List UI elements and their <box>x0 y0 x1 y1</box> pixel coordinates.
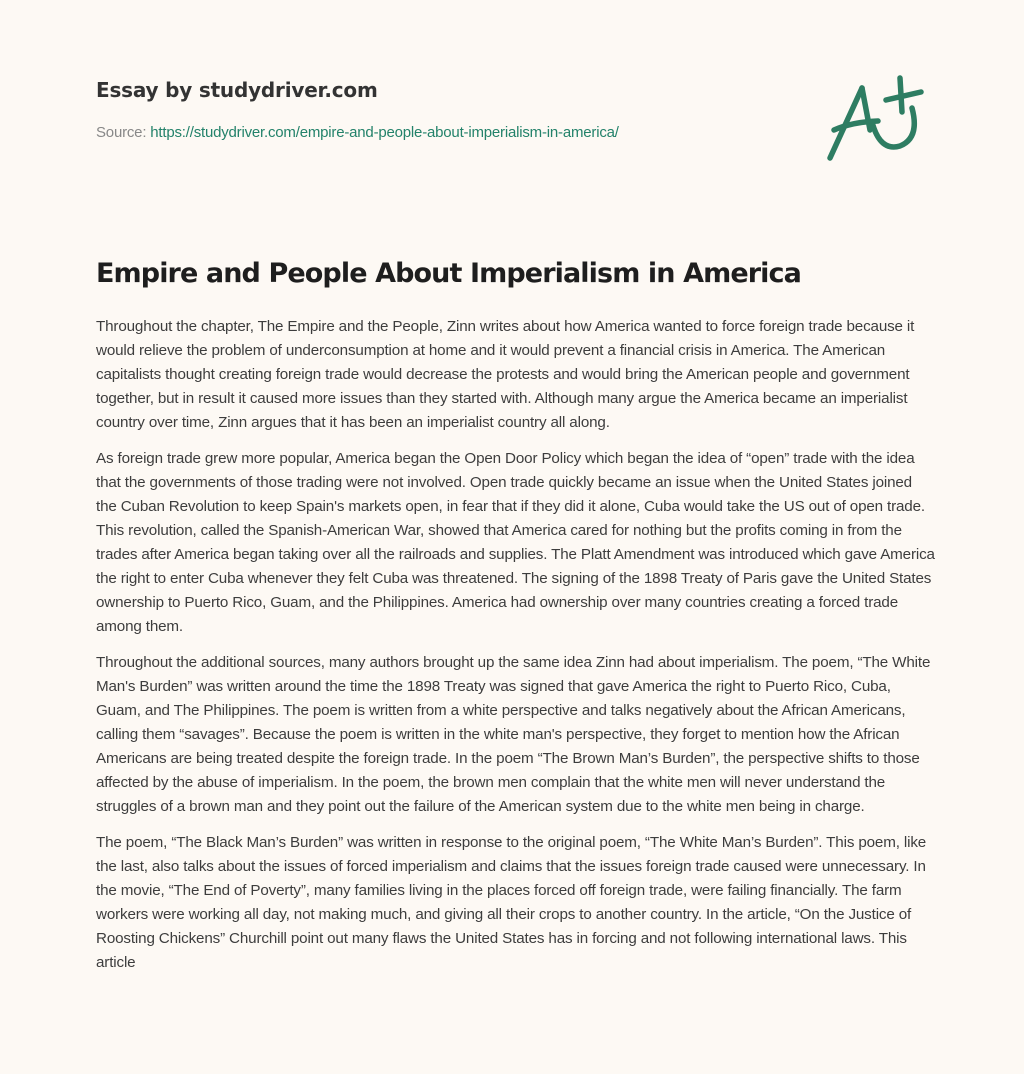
source-label: Source: <box>96 124 147 141</box>
essay-body <box>96 315 936 987</box>
document-title: Empire and People About Imperialism in America <box>96 258 801 289</box>
essay-header <box>96 72 796 144</box>
brand-title: Essay by studydriver.com <box>96 78 378 102</box>
source-link[interactable]: https://studydriver.com/empire-and-people-about-imperialism-in-america/ <box>150 124 619 141</box>
a-plus-grade-icon <box>822 70 932 165</box>
paragraph: Throughout the chapter, The Empire and the People, Zinn writes about how America wanted to force foreign trade because it would relieve the problem of underconsumption at home and it would prevent a financial crisis in America. The American capitalists thought creating foreign trade would decrease the protests and would bring the American people and government together, but in result it caused more issues than they started with. Although many argue the America became an imperialist country over time, Zinn argues that it has been an imperialist country all along. <box>96 318 915 431</box>
paragraph: As foreign trade grew more popular, America began the Open Door Policy which began the idea of “open” trade with the idea that the governments of those trading were not involved. Open trade quickly became an issue when the United States joined the Cuban Revolution to keep Spain's markets open, in fear that if they did it alone, Cuba would take the US out of open trade. This revolution, called the Spanish-American War, showed that America cared for nothing but the profits coming in from the trades after America began taking over all the railroads and supplies. The Platt Amendment was introduced which gave America the right to enter Cuba whenever they felt Cuba was threatened. The signing of the 1898 Treaty of Paris gave the United States ownership to Puerto Rico, Guam, and the Philippines. America had ownership over many countries creating a forced trade among them. <box>96 450 935 635</box>
source-line <box>96 122 796 144</box>
paragraph: Throughout the additional sources, many authors brought up the same idea Zinn had about imperialism. The poem, “The White Man's Burden” was written around the time the 1898 Treaty was signed that gave America the right to Puerto Rico, Cuba, Guam, and The Philippines. The poem is written from a white perspective and talks negatively about the African Americans, calling them “savages”. Because the poem is written in the white man's perspective, they forget to mention how the African Americans are being treated despite the foreign trade. In the poem “The Brown Man’s Burden”, the perspective shifts to those affected by the abuse of imperialism. In the poem, the brown men complain that the white men will never understand the struggles of a brown man and they point out the failure of the American system due to the white men being in charge. <box>96 654 931 815</box>
paragraph: The poem, “The Black Man’s Burden” was written in response to the original poem, “The White Man’s Burden”. This poem, like the last, also talks about the issues of forced imperialism and claims that the issues foreign trade caused were unnecessary. In the movie, “The End of Poverty”, many families living in the places forced off foreign trade, were failing financially. The farm workers were working all day, not making much, and giving all their crops to another country. In the article, “On the Justice of Roosting Chickens” Churchill point out many flaws the United States has in forcing and not following international laws. This article <box>96 834 927 971</box>
